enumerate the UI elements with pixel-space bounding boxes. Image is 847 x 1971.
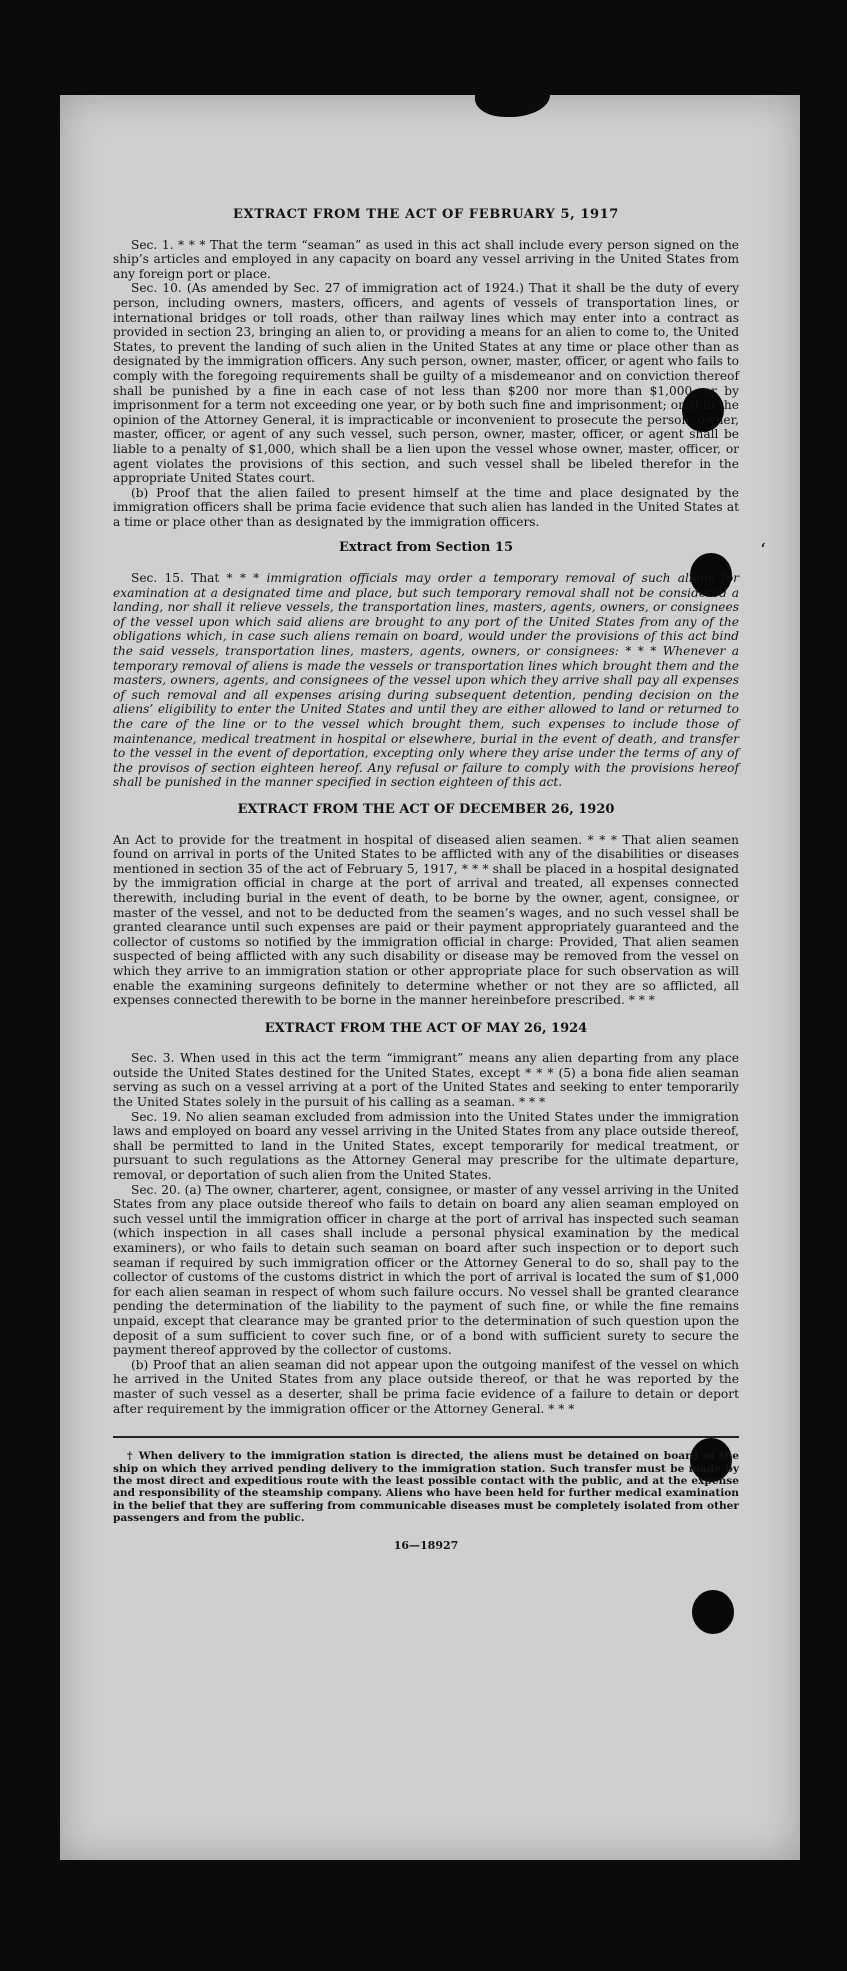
section-15-lead: Sec. 15. That * * * [131, 571, 260, 586]
footnote-divider [113, 1436, 739, 1438]
act-1920-text: An Act to provide for the treatment in hospital of diseased alien seamen. * * * That alien seamen found on arrival in ports of the United States to be afflicted with any of the disabilities or diseases mentioned in section 35 of the act of February 5, 1917, * * * shall be placed in a hospital designated by the immigration official in charge at the port of arrival and treated, all expenses connected therewith, including burial in the event of death, to be borne by the owner, agent, consignee, or master of the vessel, and not to be deducted from the seamen’s wages, and no such vessel shall be granted clearance until such expenses are paid or their payment appropriately guaranteed and the collector of customs so notified by the immigration official in charge: Provided, That alien seamen suspected of being afflicted with any such disability or disease may be removed from the vessel on which they arrive to an immigration station or other appropriate place for such observation as will enable the examining surgeons definitely to determine whether or not they are so afflicted, all expenses connected therewith to be borne in the manner hereinbefore prescribed. * * * [113, 832, 739, 1008]
section-19: Sec. 19. No alien seaman excluded from admission into the United States under the immigration laws and employed on board any vessel arriving in the United States from any place outside thereof, shall be permitted to land in the United States, except temporarily for medical treatment, or pursuant to such regulations as the Attorney General may prescribe for the ultimate departure, removal, or deportation of such alien from the United States. [113, 1109, 739, 1183]
heading-section-15: Extract from Section 15 [338, 540, 514, 556]
stray-mark: ‘ [760, 540, 766, 561]
form-code: 16—18927 [393, 1538, 459, 1552]
document-body [113, 208, 739, 1553]
section-15-text: immigration officials may order a temporary removal of such aliens for examination at a designated time and place, but such temporary removal shall not be considered a landing, nor shall it relieve vessels, the transportation lines, masters, agents, owners, or consignees of the vessel upon which said aliens are brought to any port of the United States from any of the obligations which, in case such aliens remain on board, would under the provisions of this act bind the said vessels, transportation lines, masters, agents, owners, or consignees: * * * Whenever a temporary removal of aliens is made the vessels or transportation lines which brought them and the masters, owners, agents, and consignees of the vessel upon which they arrive shall pay all expenses of such removal and all expenses arising during subsequent detention, pending decision on the aliens’ eligibility to enter the United States and until they are either allowed to land or returned to the care of the line or to the vessel which brought them, such expenses to include those of maintenance, medical treatment in hospital or elsewhere, burial in the event of death, and transfer to the vessel in the event of deportation, excepting only where they arise under the terms of any of the provisos of section eighteen hereof. Any refusal or failure to comply with the provisions hereof shall be punished in the manner specified in section eighteen of this act. [113, 571, 739, 790]
section-1-text: * * * That the term “seaman” as used in this act shall include every person signed on the ship’s articles and employed in any capacity on board any vessel arriving in the United States from any foreign port or place. [113, 237, 740, 281]
section-15 [113, 571, 739, 790]
heading-act-1924: EXTRACT FROM THE ACT OF MAY 26, 1924 [264, 1020, 588, 1036]
heading-act-1920: EXTRACT FROM THE ACT OF DECEMBER 26, 1920 [237, 801, 615, 817]
punch-hole [692, 1590, 734, 1634]
section-10b: (b) Proof that the alien failed to present himself at the time and place designated by the immigration officers shall be prima facie evidence that such alien has landed in the United States at a time or place other than as designated by the immigration officers. [113, 485, 739, 529]
footnote: † When delivery to the immigration station is directed, the aliens must be detained on board of the ship on which they arrived pending delivery to the immigration station. Such transfer must be made by the most direct and expeditious route with the least possible contact with the public, and at the expense and responsibility of the steamship company. Aliens who have been held for further medical examination in the belief that they are suffering from communicable diseases must be completely isolated from other passengers and from the public. [113, 1450, 739, 1525]
section-1 [113, 238, 739, 282]
section-1-lead: Sec. 1. [131, 237, 174, 252]
section-20a: Sec. 20. (a) The owner, charterer, agent, consignee, or master of any vessel arriving in the United States from any place outside thereof who fails to detain on board any alien seaman employed on such vessel until the immigration officer in charge at the port of arrival has inspected such seaman (which inspection in all cases shall include a personal physical examination by the medical examiners), or who fails to detain such seaman on board after such inspection or to deport such seaman if required by such immigration officer or the Attorney General to do so, shall pay to the collector of customs of the customs district in which the port of arrival is located the sum of $1,000 for each alien seaman in respect of whom such failure occurs. No vessel shall be granted clearance pending the determination of the liability to the payment of such fine, or while the fine remains unpaid, except that clearance may be granted prior to the determination of such question upon the deposit of a sum sufficient to cover such fine, or of a bond with sufficient surety to secure the payment thereof approved by the collector of customs. [113, 1182, 739, 1358]
heading-act-1917: EXTRACT FROM THE ACT OF FEBRUARY 5, 1917 [233, 207, 619, 222]
section-10: Sec. 10. (As amended by Sec. 27 of immigration act of 1924.) That it shall be the duty of every person, including owners, masters, officers, and agents of vessels of transportation lines, or international bridges or toll roads, other than railway lines which may enter into a contract as provided in section 23, bringing an alien to, or providing a means for an alien to come to, the United States, to prevent the landing of such alien in the United States at any time or place other than as designated by the immigration officers. Any such person, owner, master, officer, or agent who fails to comply with the foregoing requirements shall be guilty of a misdemeanor and on conviction thereof shall be punished by a fine in each case of not less than $200 nor more than $1,000, or by imprisonment for a term not exceeding one year, or by both such fine and imprisonment; or, if in the opinion of the Attorney General, it is impracticable or inconvenient to prosecute the person, owner, master, officer, or agent of any such vessel, such person, owner, master, officer, or agent shall be liable to a penalty of $1,000, which shall be a lien upon the vessel whose owner, master, officer, or agent violates the provisions of this section, and such vessel shall be libeled therefor in the appropriate United States court. [113, 281, 739, 486]
section-20b: (b) Proof that an alien seaman did not appear upon the outgoing manifest of the vessel on which he arrived in the United States from any place outside thereof, or that he was reported by the master of such vessel as a deserter, shall be prima facie evidence of a failure to detain or deport after requirement by the immigration officer or the Attorney General. * * * [113, 1357, 739, 1416]
paper-tear [475, 95, 550, 117]
section-3: Sec. 3. When used in this act the term “immigrant” means any alien departing from any place outside the United States destined for the United States, except * * * (5) a bona fide alien seaman serving as such on a vessel arriving at a port of the United States and seeking to enter temporarily the United States solely in the pursuit of his calling as a seaman. * * * [113, 1051, 739, 1110]
